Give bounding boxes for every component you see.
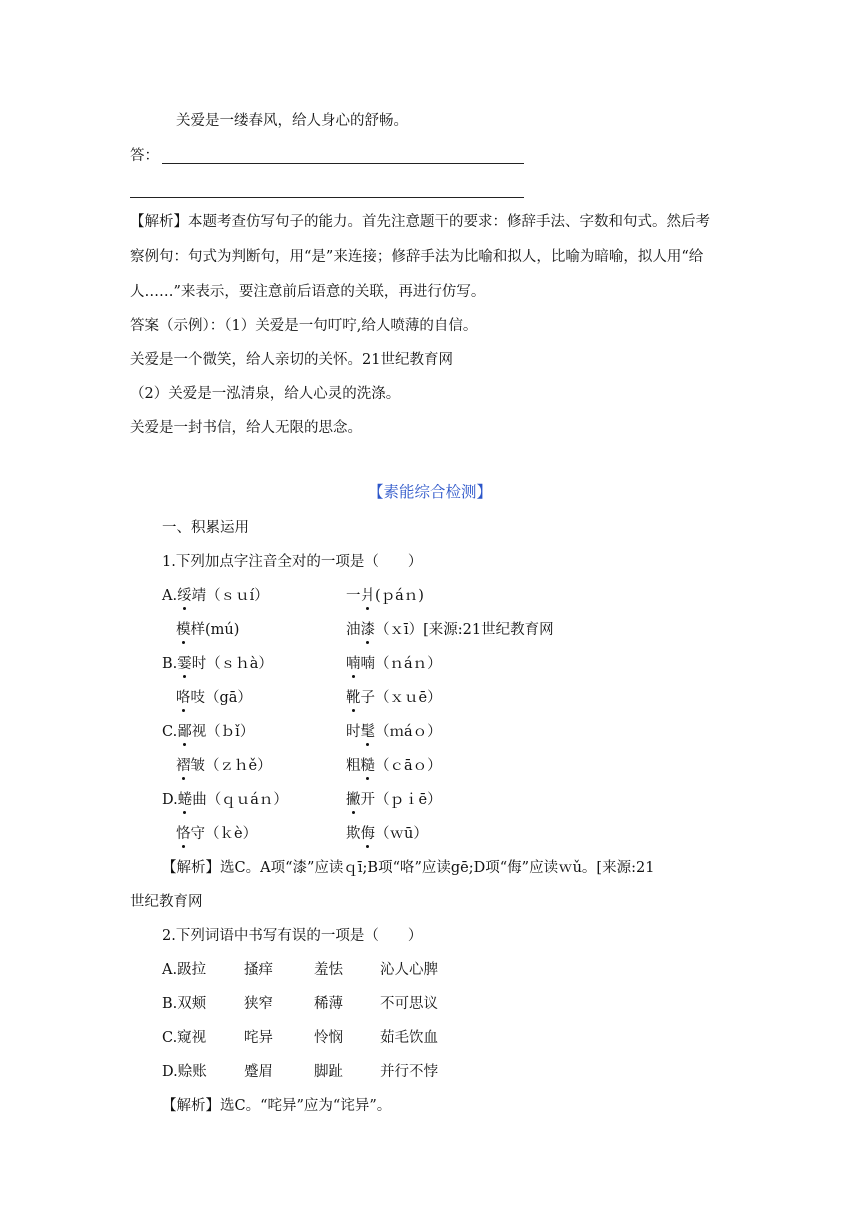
q2-option-b-3: 稀薄 — [314, 996, 343, 1012]
q1-option-c-word-4: 粗糙（ｃāｏ） — [346, 758, 442, 774]
q1-option-d-word-4: 欺侮（ｗū） — [346, 826, 428, 842]
q1-analysis-line-2: 世纪教育网 — [130, 894, 203, 910]
analysis-line-3: 人……”来表示，要注意前后语意的关联，再进行仿写。 — [130, 284, 486, 300]
q1-option-a-word-3: 模样(mú) — [176, 622, 240, 638]
analysis-line-2: 察例句：句式为判断句，用“是”来连接；修辞手法为比喻和拟人，比喻为暗喻，拟人用“给 — [130, 249, 704, 265]
analysis-line-1: 【解析】本题考查仿写句子的能力。首先注意题干的要求：修辞手法、字数和句式。然后考 — [130, 214, 710, 230]
q2-option-c-2: 咤异 — [244, 1030, 273, 1046]
q1-option-d-word-2: 撇开（ｐｉē） — [346, 792, 442, 808]
question-2: 2.下列词语中书写有误的一项是（ ） — [162, 928, 423, 944]
q1-analysis-line-1: 【解析】选C。A项“漆”应读ｑī;B项“咯”应读gē;D项“侮”应读ｗǔ。[来源:21 — [162, 860, 655, 876]
q1-option-c-word-2: 时髦（ｍáｏ） — [346, 724, 442, 740]
q1-option-b-word-4: 靴子（ｘｕē） — [346, 690, 442, 706]
sample-sentence: 关爱是一缕春风，给人身心的舒畅。 — [176, 113, 408, 129]
subsection-heading: 一、积累运用 — [162, 520, 249, 536]
q2-option-a-4: 沁人心脾 — [380, 962, 438, 978]
example-answer-1: 答案（示例）：（1）关爱是一句叮咛,给人喷薄的自信。 — [130, 318, 478, 334]
q2-option-d-1: D.赊账 — [162, 1064, 207, 1080]
answer-line-1 — [162, 163, 524, 164]
answer-label: 答： — [130, 148, 159, 164]
example-answer-2: 关爱是一个微笑，给人亲切的关怀。21世纪教育网 — [130, 352, 453, 368]
q1-option-d-label: D.蜷曲（ｑｕáｎ） — [162, 792, 288, 808]
q1-option-d-word-3: 恪守（ｋè） — [176, 826, 258, 842]
q2-option-a-1: A.趿拉 — [162, 962, 207, 978]
q2-option-b-2: 狭窄 — [244, 996, 273, 1012]
section-title: 【素能综合检测】 — [367, 483, 492, 501]
q2-option-d-2: 蹙眉 — [244, 1064, 273, 1080]
answer-line-2 — [130, 197, 524, 198]
q2-option-c-3: 怜悯 — [314, 1030, 343, 1046]
q1-option-a-word-2: 一爿(ｐáｎ) — [346, 588, 424, 604]
q1-option-c-label: C.鄙视（ｂǐ） — [162, 724, 255, 740]
q2-option-a-2: 搔痒 — [244, 962, 273, 978]
q2-option-c-1: C.窥视 — [162, 1030, 207, 1046]
q2-option-d-4: 并行不悖 — [380, 1064, 438, 1080]
q2-option-b-4: 不可思议 — [380, 996, 438, 1012]
question-1: 1.下列加点字注音全对的一项是（ ） — [162, 554, 423, 570]
q2-option-b-1: B.双颊 — [162, 996, 207, 1012]
example-answer-4: 关爱是一封书信，给人无限的思念。 — [130, 420, 362, 436]
q1-option-a-word-4: 油漆（ｘī）[来源:21世纪教育网 — [346, 622, 554, 638]
q1-option-b-word-2: 喃喃（ｎáｎ） — [346, 656, 442, 672]
q1-option-a-label: A.绥靖（ｓｕí） — [162, 588, 269, 604]
q1-option-b-label: B.霎时（ｓｈà） — [162, 656, 273, 672]
example-answer-3: （2）关爱是一泓清泉，给人心灵的洗涤。 — [130, 386, 401, 402]
q2-analysis: 【解析】选C。“咤异”应为“诧异”。 — [162, 1098, 392, 1114]
q2-option-d-3: 脚趾 — [314, 1064, 343, 1080]
q1-option-b-word-3: 咯吱（gā） — [176, 690, 252, 706]
q2-option-c-4: 茹毛饮血 — [380, 1030, 438, 1046]
q2-option-a-3: 羞怯 — [314, 962, 343, 978]
q1-option-c-word-3: 褶皱（ｚｈě） — [176, 758, 272, 774]
